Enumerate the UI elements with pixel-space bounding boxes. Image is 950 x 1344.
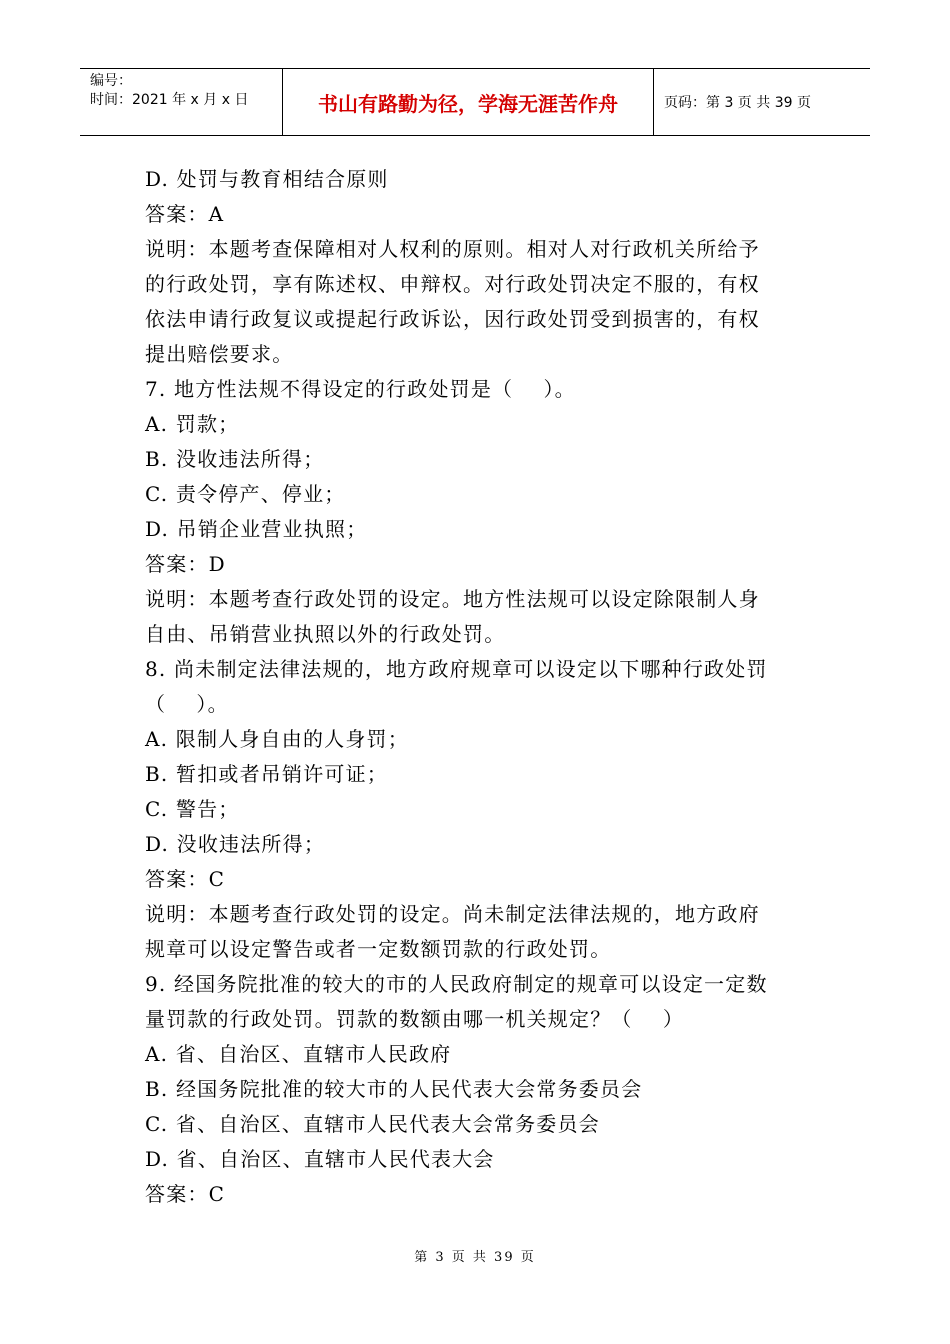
- page-footer: 第 3 页 共 39 页: [414, 1250, 536, 1265]
- text-line: 说明：本题考查行政处罚的设定。地方性法规可以设定除限制人身: [145, 587, 760, 611]
- text-line: A. 限制人身自由的人身罚；: [145, 727, 409, 751]
- text-line: 依法申请行政复议或提起行政诉讼，因行政处罚受到损害的，有权: [145, 307, 760, 331]
- text-line: 答案：D: [145, 552, 226, 576]
- text-line: 8. 尚未制定法律法规的，地方政府规章可以设定以下哪种行政处罚: [145, 657, 768, 681]
- text-line: 自由、吊销营业执照以外的行政处罚。: [145, 622, 506, 646]
- text-line: 的行政处罚，享有陈述权、申辩权。对行政处罚决定不服的，有权: [145, 272, 760, 296]
- text-line: C. 责令停产、停业；: [145, 482, 346, 506]
- text-line: D. 没收违法所得；: [145, 832, 326, 856]
- date-label: 时间：2021 年 x 月 x 日: [90, 92, 249, 108]
- document-body: [145, 162, 815, 1212]
- text-line: 说明：本题考查行政处罚的设定。尚未制定法律法规的，地方政府: [145, 902, 760, 926]
- number-label: 编号：: [90, 73, 132, 89]
- header-page-code: 页码：第 3 页 共 39 页: [664, 95, 811, 111]
- text-line: A. 省、自治区、直辖市人民政府: [145, 1042, 452, 1066]
- text-line: C. 警告；: [145, 797, 240, 821]
- page-header: [80, 68, 870, 136]
- text-line: 答案：C: [145, 1182, 226, 1206]
- text-line: 提出赔偿要求。: [145, 342, 294, 366]
- text-line: 规章可以设定警告或者一定数额罚款的行政处罚。: [145, 937, 612, 961]
- text-line: 量罚款的行政处罚。罚款的数额由哪一机关规定？（ ）: [145, 1007, 685, 1031]
- text-line: 答案：A: [145, 202, 225, 226]
- text-line: 9. 经国务院批准的较大的市的人民政府制定的规章可以设定一定数: [145, 972, 768, 996]
- text-line: 说明：本题考查保障相对人权利的原则。相对人对行政机关所给予: [145, 237, 760, 261]
- text-line: 答案：C: [145, 867, 226, 891]
- text-line: D. 省、自治区、直辖市人民代表大会: [145, 1147, 495, 1171]
- text-line: C. 省、自治区、直辖市人民代表大会常务委员会: [145, 1112, 600, 1136]
- text-line: B. 暂扣或者吊销许可证；: [145, 762, 389, 786]
- text-line: B. 经国务院批准的较大市的人民代表大会常务委员会: [145, 1077, 643, 1101]
- text-line: A. 罚款；: [145, 412, 240, 436]
- text-line: B. 没收违法所得；: [145, 447, 325, 471]
- text-line: D. 吊销企业营业执照；: [145, 517, 368, 541]
- text-line: （ ）。: [145, 692, 229, 716]
- text-line: 7. 地方性法规不得设定的行政处罚是（ ）。: [145, 377, 576, 401]
- header-motto: 书山有路勤为径，学海无涯苦作舟: [282, 69, 654, 135]
- text-line: D. 处罚与教育相结合原则: [145, 167, 389, 191]
- header-meta: [80, 69, 282, 135]
